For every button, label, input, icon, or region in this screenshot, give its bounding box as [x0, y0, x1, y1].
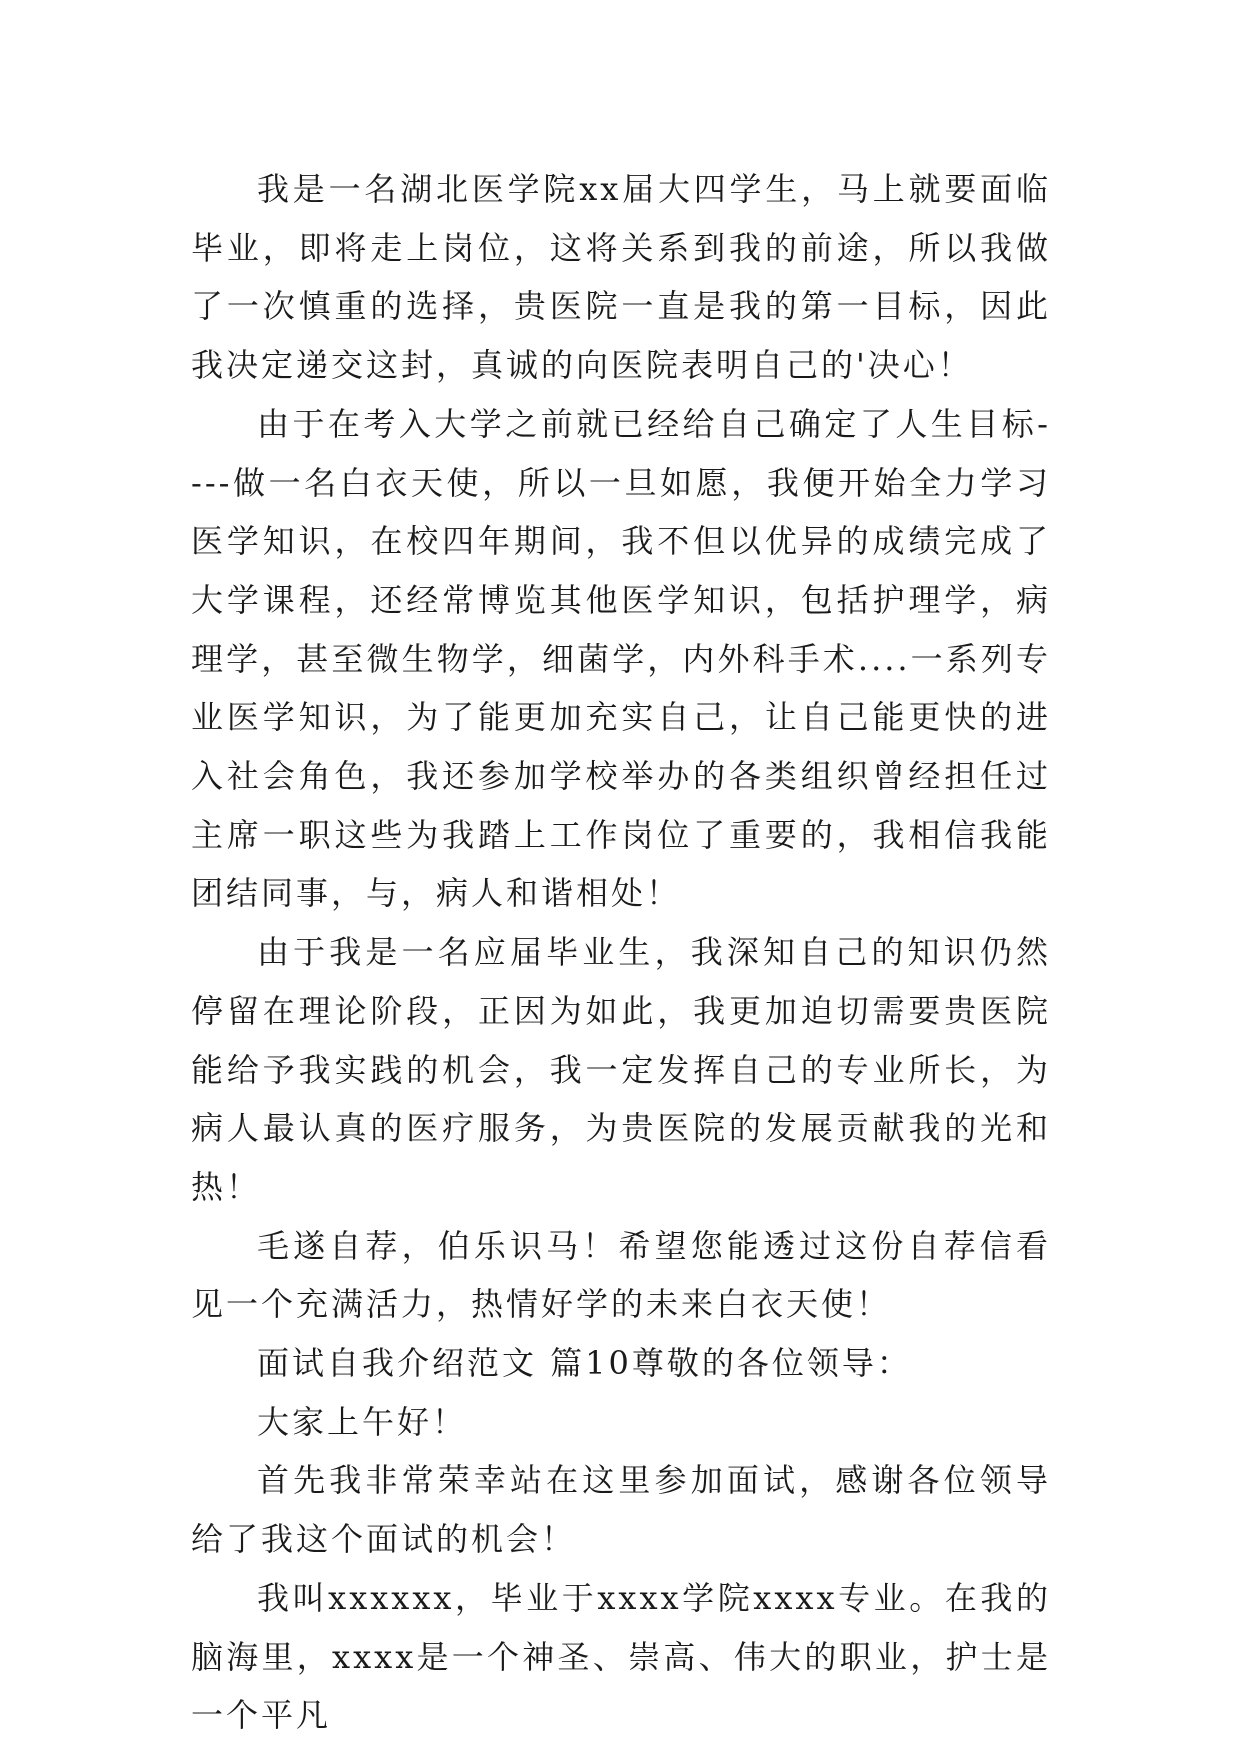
paragraph-2: 由于在考入大学之前就已经给自己确定了人生目标----做一名白衣天使，所以一旦如愿，我便开始全力学习医学知识，在校四年期间，我不但以优异的成绩完成了大学课程，还经常博览其他医学知识，包括护理学，病理学，甚至微生物学，细菌学，内外科手术....一系列专业医学知识，为了能更加充实自己，让自己能更快的进入社会角色，我还参加学校举办的各类组织曾经担任过主席一职这些为我踏上工作岗位了重要的，我相信我能团结同事，与，病人和谐相处！: [191, 404, 1051, 913]
paragraph-1: 我是一名湖北医学院xx届大四学生，马上就要面临毕业，即将走上岗位，这将关系到我的前途，所以我做了一次慎重的选择，贵医院一直是我的第一目标，因此我决定递交这封，真诚的向医院表明自己的'决心！: [191, 170, 1051, 385]
paragraph-8: 我叫xxxxxx，毕业于xxxx学院xxxx专业。在我的脑海里，xxxx是一个神圣、崇高、伟大的职业，护士是一个平凡: [191, 1578, 1051, 1735]
paragraph-3: 由于我是一名应届毕业生，我深知自己的知识仍然停留在理论阶段，正因为如此，我更加迫切需要贵医院能给予我实践的机会，我一定发挥自己的专业所长，为病人最认真的医疗服务，为贵医院的发展贡献我的光和热！: [191, 933, 1051, 1206]
paragraph-5: 面试自我介绍范文 篇10尊敬的各位领导：: [257, 1344, 912, 1383]
paragraph-7: 首先我非常荣幸站在这里参加面试，感谢各位领导给了我这个面试的机会！: [191, 1461, 1051, 1559]
body-text: [191, 160, 1051, 1745]
paragraph-4: 毛遂自荐，伯乐识马！希望您能透过这份自荐信看见一个充满活力，热情好学的未来白衣天使！: [191, 1226, 1051, 1324]
paragraph-6: 大家上午好！: [257, 1402, 468, 1441]
